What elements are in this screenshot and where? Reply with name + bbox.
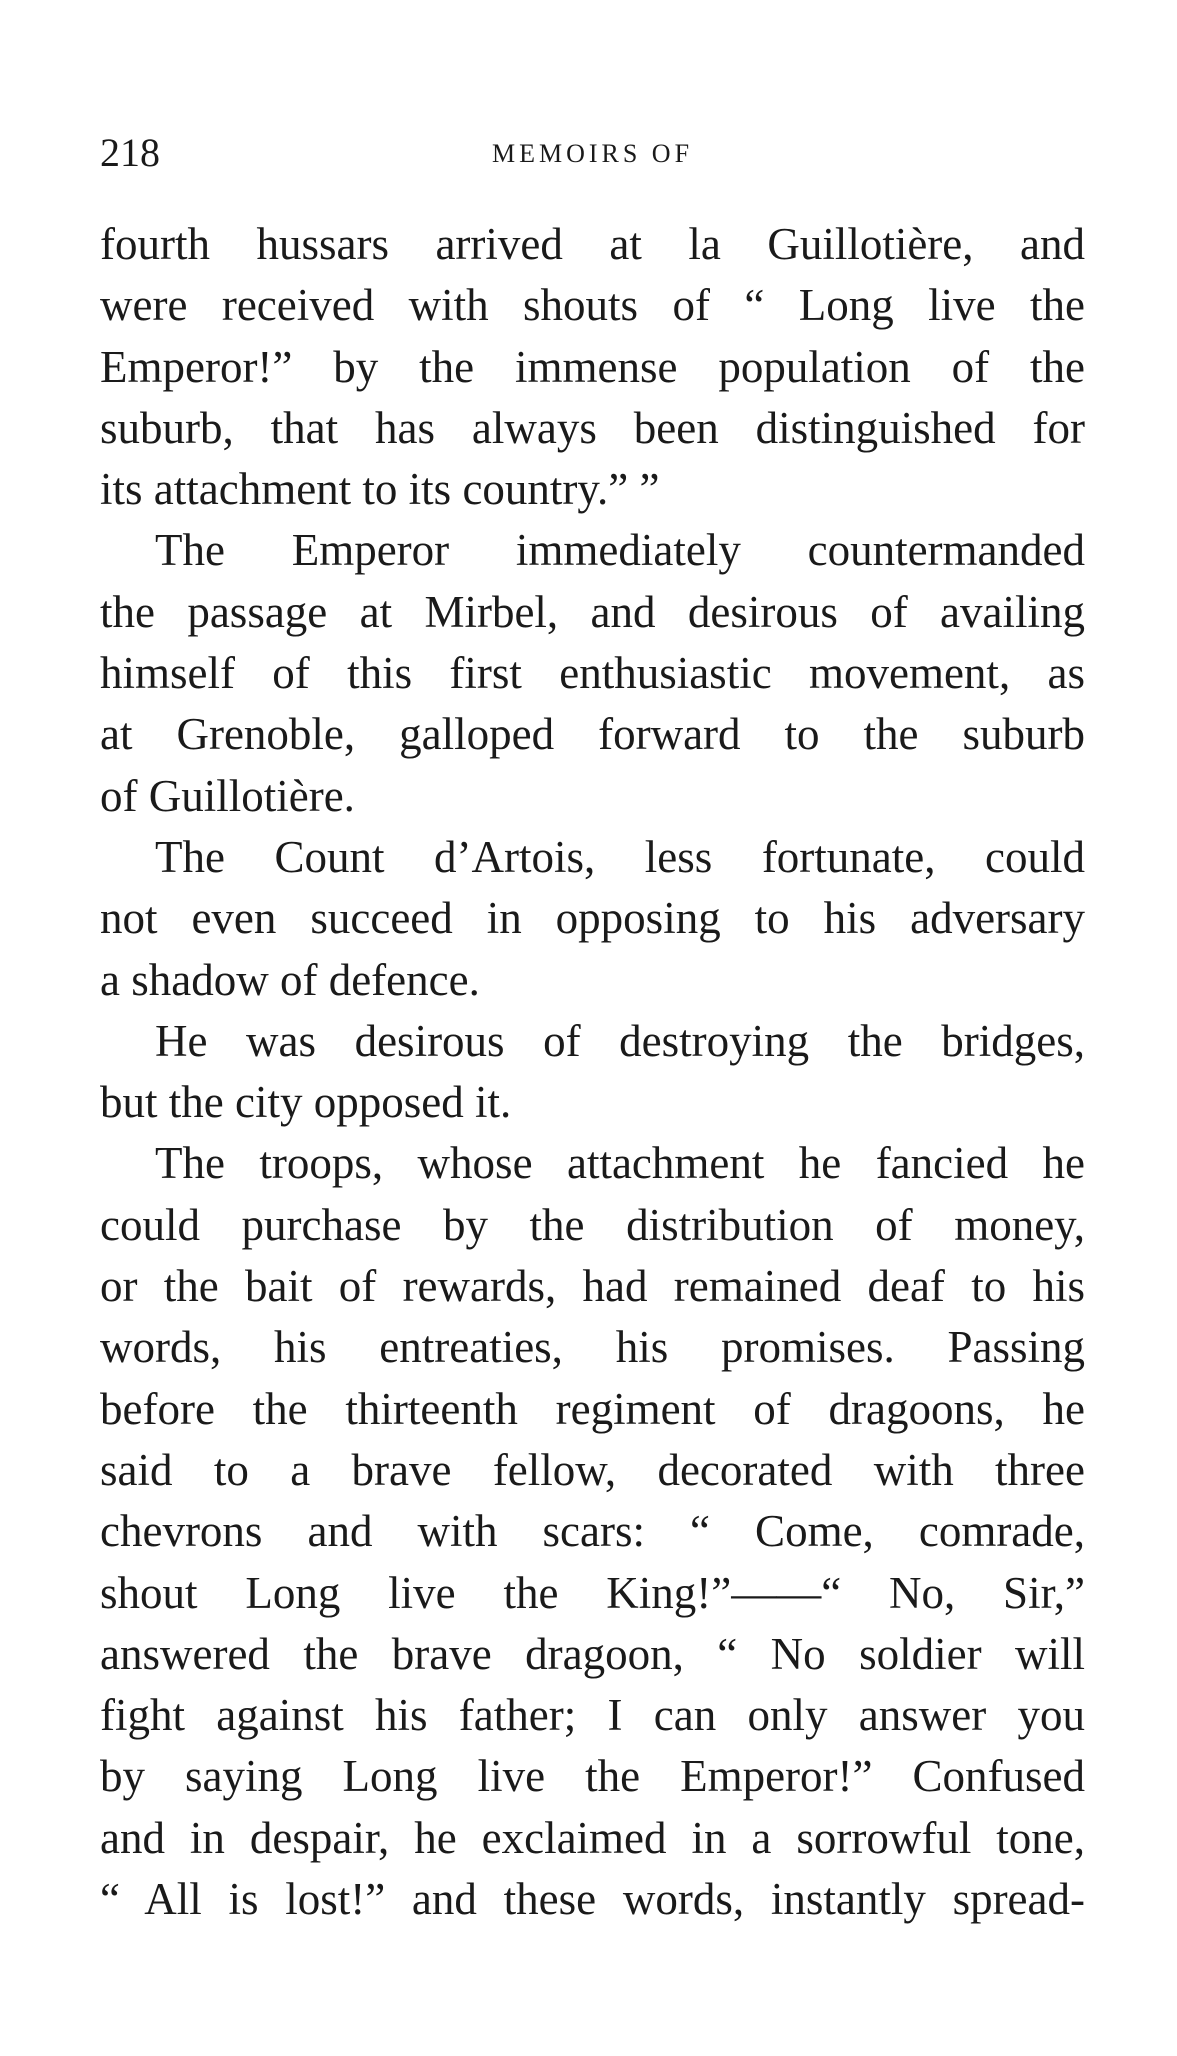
text-line: before the thirteenth regiment of dragoons, he xyxy=(100,1383,1085,1434)
running-head xyxy=(100,128,1085,178)
running-title: MEMOIRS OF xyxy=(491,139,694,168)
paragraph-first-line: The Count d’Artois, less fortunate, could xyxy=(155,831,1085,882)
paragraph-first-line: The troops, whose attachment he fancied he xyxy=(155,1138,1085,1189)
text-line: fourth hussars arrived at la Guillotière, and xyxy=(100,219,1085,269)
text-line: by saying Long live the Emperor!” Confused xyxy=(100,1751,1085,1802)
text-line: words, his entreaties, his promises. Passing xyxy=(100,1322,1085,1373)
text-line: said to a brave fellow, decorated with three xyxy=(100,1444,1085,1495)
text-line: answered the brave dragoon, “ No soldier will xyxy=(100,1628,1085,1679)
text-line: shout Long live the King!”——“ No, Sir,” xyxy=(100,1567,1085,1618)
text-line: fight against his father; I can only answer you xyxy=(100,1690,1085,1741)
paragraph-first-line: The Emperor immediately countermanded xyxy=(155,525,1085,576)
body-text xyxy=(100,214,1085,1930)
text-line: the passage at Mirbel, and desirous of availing xyxy=(100,586,1085,637)
text-line: suburb, that has always been distinguished for xyxy=(100,402,1085,453)
text-line: Emperor!” by the immense population of the xyxy=(100,341,1085,392)
text-line: were received with shouts of “ Long live the xyxy=(100,280,1085,331)
text-line: and in despair, he exclaimed in a sorrowful tone, xyxy=(100,1812,1085,1863)
text-line: at Grenoble, galloped forward to the suburb xyxy=(100,709,1085,760)
text-line: but the city opposed it. xyxy=(100,1077,512,1128)
text-line: could purchase by the distribution of money, xyxy=(100,1199,1085,1250)
text-line: a shadow of defence. xyxy=(100,954,480,1005)
text-line: of Guillotière. xyxy=(100,770,355,821)
text-line: or the bait of rewards, had remained deaf to his xyxy=(100,1261,1085,1312)
text-line: not even succeed in opposing to his adversary xyxy=(100,893,1085,944)
text-line: chevrons and with scars: “ Come, comrade, xyxy=(100,1506,1085,1557)
paragraph-first-line: He was desirous of destroying the bridges, xyxy=(155,1015,1085,1066)
text-line: himself of this first enthusiastic movement, as xyxy=(100,648,1085,699)
page-number: 218 xyxy=(100,130,160,175)
text-line: its attachment to its country.” ” xyxy=(100,464,660,515)
text-line: “ All is lost!” and these words, instantly spread- xyxy=(100,1874,1085,1925)
